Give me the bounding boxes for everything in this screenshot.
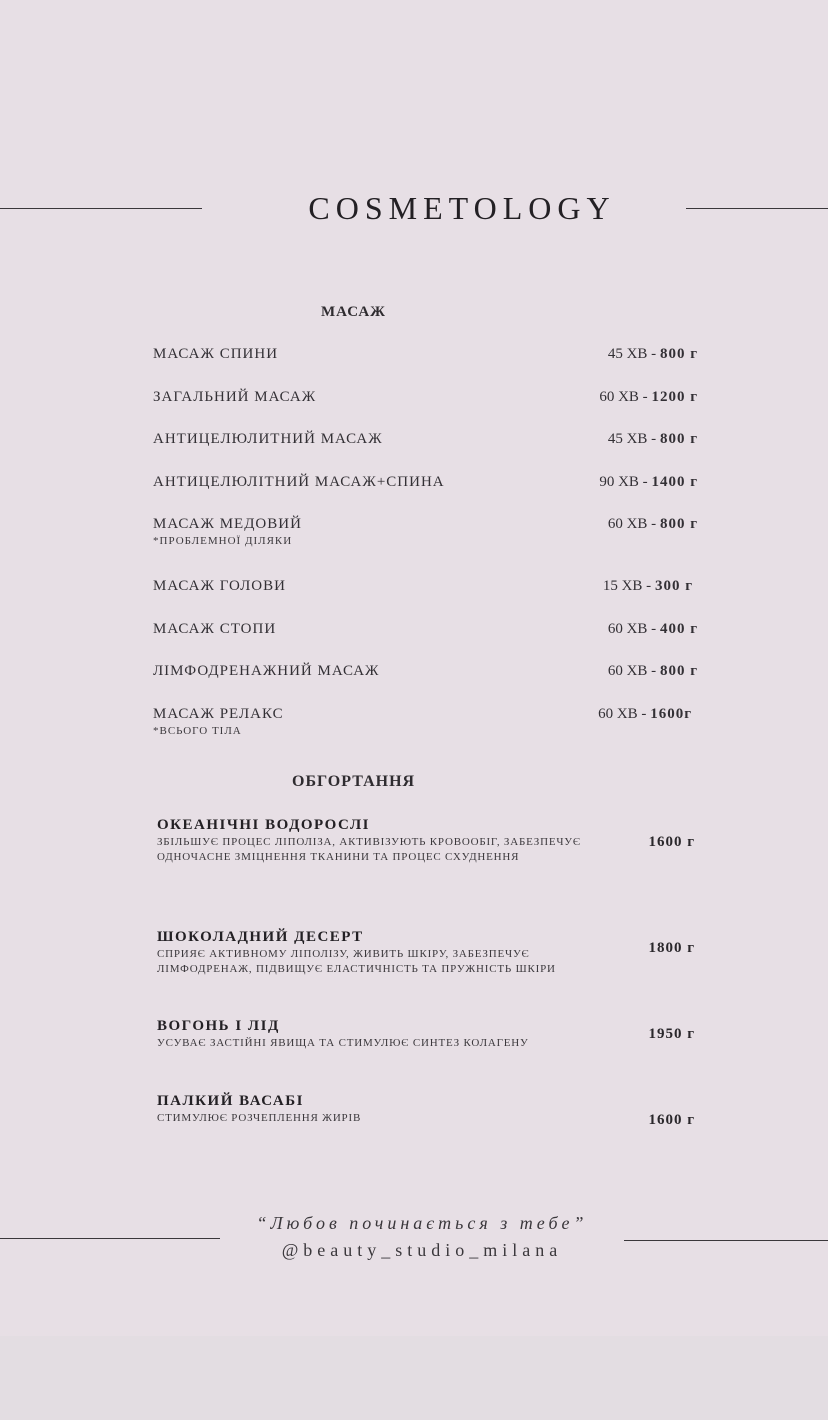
section-title-wraps: ОБГОРТАННЯ [292, 773, 416, 790]
service-price: 15 ХВ - 300 г [602, 578, 693, 594]
service-row [153, 346, 698, 363]
service-name: АНТИЦЕЛЮЛІТНИЙ МАСАЖ+СПИНА [153, 474, 445, 490]
service-name: МАСАЖ РЕЛАКС [153, 706, 284, 722]
wrap-item [157, 817, 695, 865]
service-name: МАСАЖ МЕДОВИЙ [153, 516, 302, 532]
service-price: 45 ХВ - 800 г [607, 346, 698, 362]
service-row [153, 389, 698, 406]
service-price: 45 ХВ - 800 г [607, 431, 698, 447]
service-row [153, 621, 698, 638]
wrap-price: 1600 г [648, 1112, 695, 1128]
service-row [153, 706, 698, 737]
footer-quote: “Любов починається з тебе” [256, 1213, 588, 1233]
wrap-item [157, 929, 695, 977]
page-title: COSMETOLOGY [308, 190, 616, 226]
service-row [153, 663, 698, 680]
bottom-band [0, 1336, 828, 1420]
service-name: МАСАЖ СПИНИ [153, 346, 279, 362]
service-price: 60 ХВ - 800 г [607, 663, 698, 679]
wrap-name: ШОКОЛАДНИЙ ДЕСЕРТ [157, 929, 364, 945]
service-price: 60 ХВ - 1600г [598, 706, 692, 722]
service-name: ЛІМФОДРЕНАЖНИЙ МАСАЖ [153, 663, 380, 679]
service-row [153, 516, 698, 547]
wrap-price: 1600 г [648, 834, 695, 850]
service-note: *ВСЬОГО ТІЛА [153, 725, 242, 737]
service-note: *ПРОБЛЕМНОЇ ДІЛЯКИ [153, 535, 293, 547]
wrap-item [157, 1018, 695, 1051]
service-name: АНТИЦЕЛЮЛИТНИЙ МАСАЖ [153, 431, 383, 447]
service-price: 60 ХВ - 1200 г [599, 389, 698, 405]
service-row [153, 474, 698, 491]
wrap-price: 1800 г [648, 940, 695, 956]
service-price: 60 ХВ - 800 г [607, 516, 698, 532]
instagram-handle[interactable]: @beauty_studio_milana [281, 1240, 563, 1260]
service-price: 60 ХВ - 400 г [607, 621, 698, 637]
section-title-massage: МАСАЖ [321, 304, 386, 320]
wrap-description: УСУВАЄ ЗАСТІЙНІ ЯВИЩА ТА СТИМУЛЮЄ СИНТЕЗ КОЛАГЕНУ [157, 1037, 529, 1049]
wrap-price: 1950 г [648, 1026, 695, 1042]
service-price: 90 ХВ - 1400 г [599, 474, 698, 490]
wrap-description: СТИМУЛЮЄ РОЗЧЕПЛЕННЯ ЖИРІВ [157, 1112, 362, 1124]
service-name: МАСАЖ СТОПИ [153, 621, 277, 637]
wrap-item [157, 1093, 695, 1126]
footer-line-left [0, 1238, 220, 1239]
service-name: МАСАЖ ГОЛОВИ [153, 578, 286, 594]
wrap-name: ОКЕАНІЧНІ ВОДОРОСЛІ [157, 817, 370, 833]
service-row [153, 431, 698, 448]
wrap-name: ВОГОНЬ І ЛІД [157, 1018, 280, 1034]
service-name: ЗАГАЛЬНИЙ МАСАЖ [153, 389, 317, 405]
wrap-description: СПРИЯЄ АКТИВНОМУ ЛІПОЛІЗУ, ЖИВИТЬ ШКІРУ, ЗАБЕЗПЕЧУЄ ЛІМФОДРЕНАЖ, ПІДВИЩУЄ ЕЛАСТИЧНІСТЬ ТА ПРУЖНІСТЬ ШКІРИ [157, 948, 556, 975]
wrap-name: ПАЛКИЙ ВАСАБІ [157, 1093, 304, 1109]
service-row [153, 578, 698, 595]
wrap-description: ЗБІЛЬШУЄ ПРОЦЕС ЛІПОЛІЗА, АКТИВІЗУЮТЬ КРОВООБІГ, ЗАБЕЗПЕЧУЄ ОДНОЧАСНЕ ЗМІЦНЕННЯ ТКАНИНИ ТА ПРОЦЕС СХУДНЕННЯ [157, 836, 581, 863]
footer-line-right [624, 1240, 828, 1241]
